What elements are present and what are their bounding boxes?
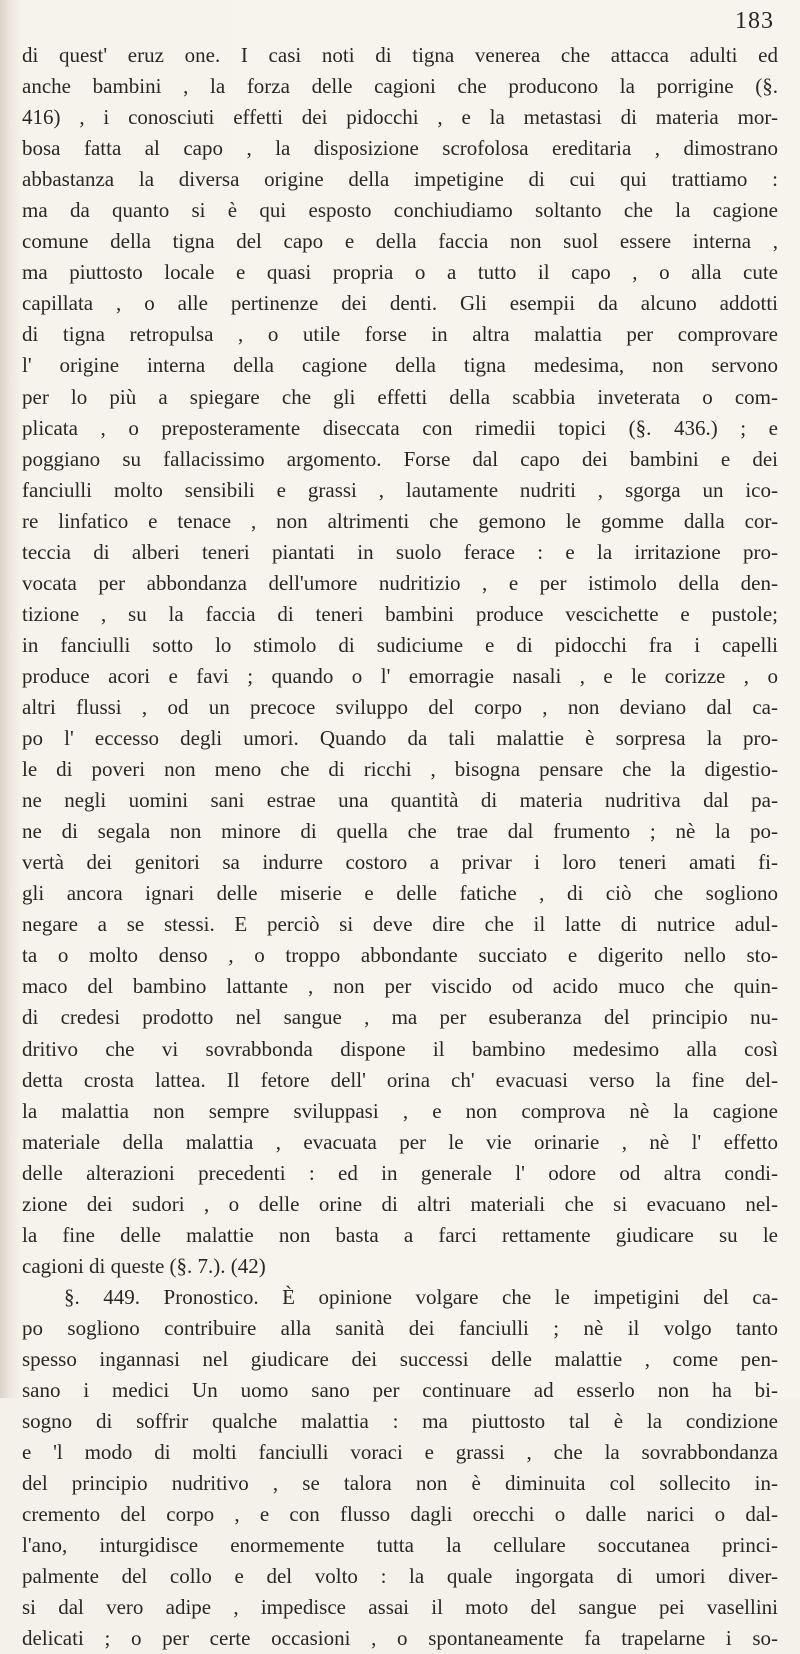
text-line: di tigna retropulsa , o utile forse in altra malattia per comprovare [22,322,778,347]
text-line: §. 449. Pronostico. È opinione volgare che le impetigini del ca- [64,1284,778,1309]
text-line: capillata , o alle pertinenze dei denti. Gli esempii da alcuno addotti [22,291,778,316]
text-line: zione dei sudori , o delle orine di altri materiali che si evacuano nel- [22,1191,778,1216]
text-line: dritivo che vi sovrabbonda dispone il bambino medesimo alla così [22,1036,778,1061]
text-line: tizione , su la faccia di teneri bambini produce vescichette e pustole; [22,601,778,626]
text-line: vocata per abbondanza dell'umore nudritizio , e per istimolo della den- [22,570,778,595]
text-line: poggiano su fallacissimo argomento. Forse dal capo dei bambini e dei [22,446,778,471]
text-line: cagioni di queste (§. 7.). (42) [22,1253,266,1278]
text-line: si dal vero adipe , impedisce assai il moto del sangue pei vasellini [22,1595,778,1620]
text-line: fanciulli molto sensibili e grassi , lautamente nudriti , sgorga un ico- [22,477,778,502]
text-line: ne negli uomini sani estrae una quantità di materia nudritiva dal pa- [22,788,778,813]
text-line: ma piuttosto locale e quasi propria o a tutto il capo , o alla cute [22,260,778,285]
text-line: le di poveri non meno che di ricchi , bisogna pensare che la digestio- [22,757,778,782]
text-line: po l' eccesso degli umori. Quando da tali malattie è sorpresa la pro- [22,726,778,751]
text-line: la fine delle malattie non basta a farci rettamente giudicare su le [22,1222,778,1247]
text-line: vertà dei genitori sa indurre costoro a privar i loro teneri amati fi- [22,850,778,875]
text-line: di credesi prodotto nel sangue , ma per esuberanza del principio nu- [22,1005,778,1030]
text-line: la malattia non sempre sviluppasi , e non comprova nè la cagione [22,1098,778,1123]
text-line: e 'l modo di molti fanciulli voraci e grassi , che la sovrabbondanza [22,1440,778,1465]
body-text [22,40,778,1654]
text-line: plicata , o preposteramente diseccata con rimedii topici (§. 436.) ; e [22,415,778,440]
text-line: sano i medici Un uomo sano per continuare ad esserlo non ha bi- [22,1378,778,1403]
text-line: spesso ingannasi nel giudicare dei successi delle malattie , come pen- [22,1346,778,1371]
text-line: comune della tigna del capo e della faccia non suol essere interna , [22,229,778,254]
text-line: di quest' eruz one. I casi noti di tigna venerea che attacca adulti ed [22,43,778,67]
text-line: ta o molto denso , o troppo abbondante succiato e digerito nello sto- [22,943,778,968]
text-line: delle alterazioni precedenti : ed in generale l' odore od altra condi- [22,1160,778,1185]
text-line: produce acori e favi ; quando o l' emorragie nasali , e le corizze , o [22,663,778,688]
text-line: ne di segala non minore di quella che trae dal frumento ; nè la po- [22,819,778,844]
text-line: re linfatico e tenace , non altrimenti che gemono le gomme dalla cor- [22,508,778,533]
text-line: ma da quanto si è qui esposto conchiudiamo soltanto che la cagione [22,198,778,223]
text-line: in fanciulli sotto lo stimolo di sudiciume e di pidocchi fra i capelli [22,632,778,657]
text-line: gli ancora ignari delle miserie e delle fatiche , di ciò che sogliono [22,881,778,906]
text-line: del principio nudritivo , se talora non è diminuita col sollecito in- [22,1471,778,1496]
text-line: abbastanza la diversa origine della impetigine di cui qui trattiamo : [22,167,778,192]
text-line: l' origine interna della cagione della tigna medesima, non servono [22,353,778,378]
text-line: sogno di soffrir qualche malattia : ma piuttosto tal è la condizione [22,1409,778,1434]
text-line: materiale della malattia , evacuata per le vie orinarie , nè l' effetto [22,1129,778,1154]
text-line: po sogliono contribuire alla sanità dei fanciulli ; nè il volgo tanto [22,1315,778,1340]
text-line: teccia di alberi teneri piantati in suolo ferace : e la irritazione pro- [22,539,778,564]
page-number: 183 [735,8,774,34]
text-line: detta crosta lattea. Il fetore dell' orina ch' evacuasi verso la fine del- [22,1067,778,1092]
text-line: maco del bambino lattante , non per viscido od acido muco che quin- [22,974,778,999]
text-line: per lo più a spiegare che gli effetti della scabbia inveterata o com- [22,384,778,409]
text-line: altri flussi , od un precoce sviluppo del corpo , non deviano dal ca- [22,694,778,719]
text-line: palmente del collo e del volto : la quale ingorgata di umori diver- [22,1564,778,1589]
text-line: negare a se stessi. E perciò si deve dire che il latte di nutrice adul- [22,912,778,937]
text-line: 416) , i conosciuti effetti dei pidocchi , e la metastasi di materia mor- [22,105,778,130]
text-line: cremento del corpo , e con flusso dagli orecchi o dalle narici o dal- [22,1502,778,1527]
text-line: anche bambini , la forza delle cagioni che producono la porrigine (§. [22,74,778,99]
text-line: delicati ; o per certe occasioni , o spontaneamente fa trapelarne i so- [22,1626,778,1651]
text-line: l'ano, inturgidisce enormemente tutta la cellulare soccutanea princi- [22,1533,778,1558]
text-line: bosa fatta al capo , la disposizione scrofolosa ereditaria , dimostrano [22,136,778,161]
